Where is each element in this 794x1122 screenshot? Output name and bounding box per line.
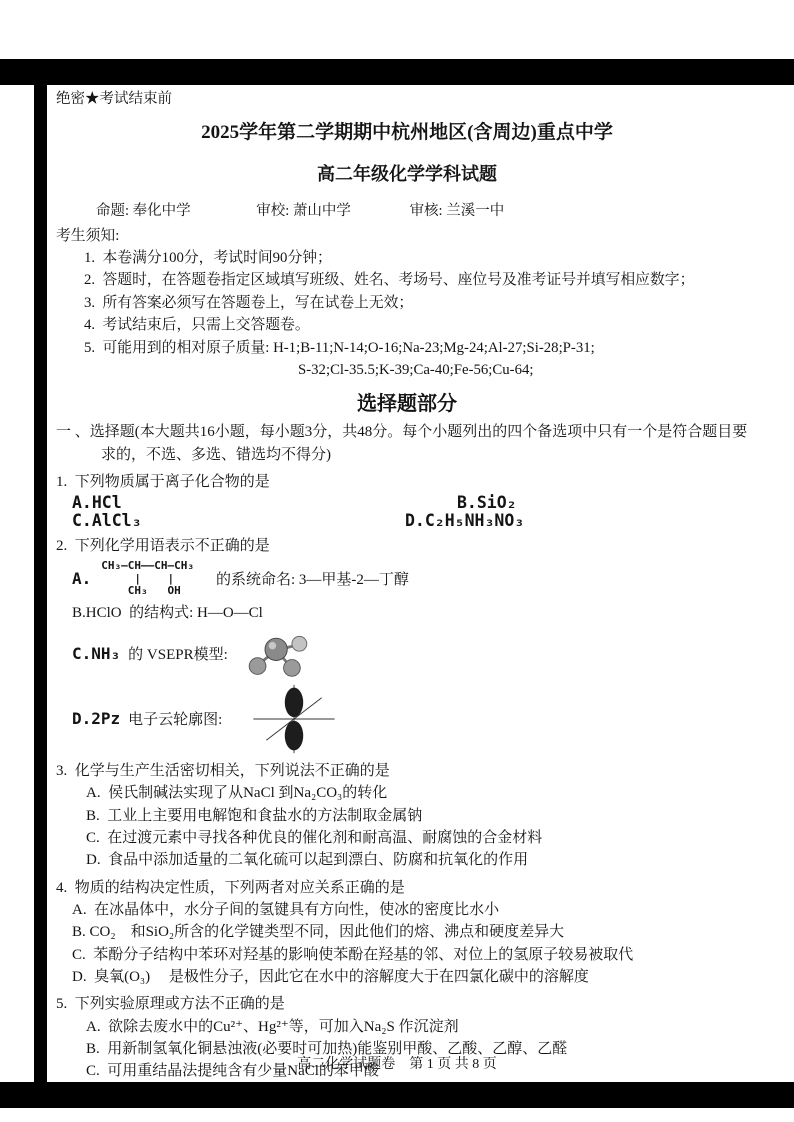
question-4 [56, 877, 758, 989]
q5-stem: 5. 下列实验原理或方法不正确的是 [56, 996, 285, 1013]
formula-line: CH₃ OH [101, 584, 181, 598]
notice-item: 2. 答题时，在答题卷指定区域填写班级、姓名、考场号、座位号及准考证号并填写相应数字； [84, 272, 695, 289]
q3-option-b: B. 工业上主要用电解饱和食盐水的方法制取金属钠 [86, 807, 423, 824]
q1-option-b: B.SiO₂ [457, 492, 517, 512]
q1-option-d: D.C₂H₅NH₃NO₃ [405, 511, 525, 530]
q1-option-a: A.HCl [72, 492, 122, 512]
vsepr-model-icon [242, 628, 314, 680]
formula-line: CH₃—CH——CH—CH₃ [101, 558, 194, 572]
scan-edge-left [34, 59, 47, 1108]
scan-edge-top [0, 59, 794, 85]
proposer-label: 命题: 奉化中学 [96, 203, 191, 219]
q2-option-b: B.HClO 的结构式: H—O—Cl [72, 604, 263, 621]
p-orbital-icon [246, 683, 342, 755]
q2-option-d [56, 683, 758, 755]
q2-option-a [56, 560, 758, 598]
exam-title: 2025学年第二学期期中杭州地区(含周边)重点中学 [201, 122, 613, 143]
exam-subtitle: 高二年级化学学科试题 [317, 164, 497, 184]
q2-d-text: 电子云轮廓图: [128, 712, 223, 729]
notice-item: 3. 所有答案必须写在答题卷上，写在试卷上无效； [84, 294, 414, 311]
question-1 [56, 471, 758, 530]
auditor-label: 审核: 兰溪一中 [409, 203, 505, 219]
question-3 [56, 760, 758, 872]
page-footer: 高二化学试题卷 第 1 页 共 8 页 [297, 1057, 497, 1072]
q4-option-b: B. CO₂ 和SiO₂所含的化学键类型不同，因此他们的熔、沸点和硬度差异大 [72, 924, 565, 941]
q5-option-c: C. 可用重结晶法提纯含有少量NaCl的苯甲酸 [86, 1063, 379, 1080]
notice-title: 考生须知: [56, 228, 120, 244]
secrecy-notice: 绝密★考试结束前 [56, 91, 172, 107]
q4-option-c: C. 苯酚分子结构中苯环对羟基的影响使苯酚在羟基的邻、对位上的氢原子较易被取代 [72, 946, 634, 963]
atomic-masses-continued: S-32;Cl-35.5;K-39;Ca-40;Fe-56;Cu-64; [298, 362, 534, 379]
section-title: 选择题部分 [357, 393, 457, 416]
q2-a-label: A. [72, 569, 92, 589]
q2-option-c [56, 628, 758, 680]
q3-stem: 3. 化学与生产生活密切相关，下列说法不正确的是 [56, 762, 390, 779]
section-intro: 一 、选择题(本大题共16小题，每小题3分，共48分。每个小题列出的四个备选项中只有一个是符合题目要求的，不选、多选、错选均不得分) [56, 424, 748, 463]
q5-option-b: B. 用新制氢氧化铜悬浊液(必要时可加热)能鉴别甲酸、乙酸、乙醇、乙醛 [86, 1041, 568, 1058]
notice-item: 4. 考试结束后，只需上交答题卷。 [84, 317, 310, 334]
scan-edge-bottom [0, 1082, 794, 1108]
formula-line: | | [101, 571, 175, 585]
q3-option-d: D. 食品中添加适量的二氧化硫可以起到漂白、防腐和抗氧化的作用 [86, 852, 529, 869]
q1-options-row [72, 512, 758, 530]
notice-item: 1. 本卷满分100分，考试时间90分钟； [84, 250, 332, 266]
q4-stem: 4. 物质的结构决定性质，下列两者对应关系正确的是 [56, 879, 405, 896]
page-content [56, 90, 758, 1083]
q1-stem: 1. 下列物质属于离子化合物的是 [56, 474, 270, 491]
q2-d-label: D.2Pz [72, 709, 121, 729]
q5-option-a: A. 欲除去废水中的Cu²⁺、Hg²⁺等，可加入Na₂S 作沉淀剂 [86, 1018, 459, 1035]
q2-a-text: 的系统命名: 3—甲基-2—丁醇 [215, 572, 409, 589]
q1-options [56, 494, 758, 531]
q4-option-a: A. 在冰晶体中，水分子间的氢键具有方向性，使冰的密度比水小 [72, 902, 500, 919]
q1-options-row [72, 494, 758, 512]
q1-option-c: C.AlCl₃ [72, 511, 142, 530]
notice-item: 5. 可能用到的相对原子质量: H-1;B-11;N-14;O-16;Na-23;Mg-24;Al-27;Si-28;P-31; [84, 339, 595, 356]
q2-stem: 2. 下列化学用语表示不正确的是 [56, 538, 270, 555]
q4-option-d: D. 臭氧(O₃) 是极性分子，因此它在水中的溶解度大于在四氯化碳中的溶解度 [72, 968, 589, 985]
q3-option-c: C. 在过渡元素中寻找各种优良的催化剂和耐高温、耐腐蚀的合金材料 [86, 829, 543, 846]
reviewer-label: 审校: 萧山中学 [256, 203, 351, 219]
question-2 [56, 535, 758, 754]
q3-option-a: A. 侯氏制碱法实现了从NaCl 到Na₂CO₃的转化 [86, 785, 388, 802]
structural-formula [101, 560, 194, 598]
exam-meta-row [56, 201, 758, 221]
q2-c-text: 的 VSEPR模型: [128, 647, 228, 664]
q2-c-label: C.NH₃ [72, 644, 121, 664]
